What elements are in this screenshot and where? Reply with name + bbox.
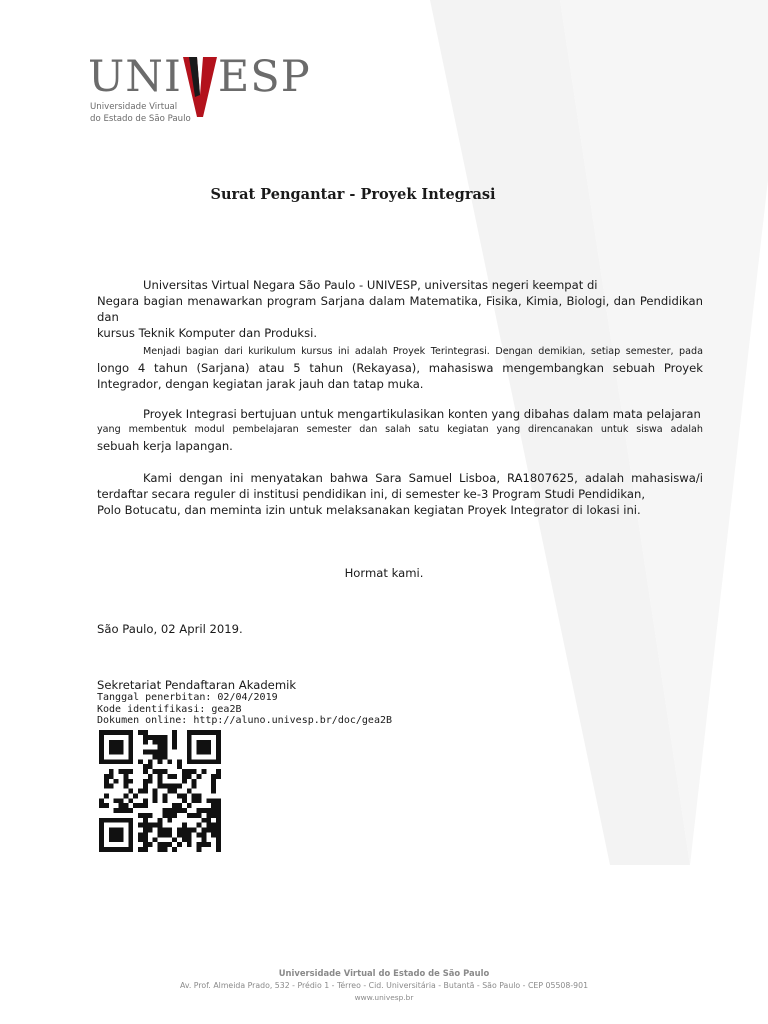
paragraph-line: Proyek Integrasi bertujuan untuk mengartikulasikan konten yang dibahas dalam mata pelajaran	[143, 407, 701, 421]
online-document-link: Dokumen online: http://aluno.univesp.br/doc/gea2B	[97, 715, 393, 726]
paragraph-line: Polo Botucatu, dan meminta izin untuk melaksanakan kegiatan Proyek Integrator di lokasi ini.	[97, 503, 641, 517]
footer-website: www.univesp.br	[354, 993, 414, 1002]
paragraph-line: longo 4 tahun (Sarjana) atau 5 tahun (Rekayasa), mahasiswa mengembangkan sebuah Proyek	[97, 361, 703, 375]
footer-address: Av. Prof. Almeida Prado, 532 - Prédio 1 - Térreo - Cid. Universitária - Butantã - São Paulo - CEP 05508-901	[179, 981, 589, 990]
place-date: São Paulo, 02 April 2019.	[97, 622, 243, 636]
issuer-name: Sekretariat Pendaftaran Akademik	[97, 678, 297, 692]
paragraph-4	[97, 470, 703, 518]
paragraph-line: sebuah kerja lapangan.	[97, 439, 233, 453]
footer	[0, 967, 768, 1004]
univesp-logo	[88, 52, 311, 132]
paragraph-line: Universitas Virtual Negara São Paulo - UNIVESP, universitas negeri keempat di	[143, 278, 598, 292]
identification-code: Kode identifikasi: gea2B	[97, 703, 242, 715]
footer-institution: Universidade Virtual do Estado de São Paulo	[278, 968, 490, 978]
closing-salutation: Hormat kami.	[344, 566, 424, 580]
paragraph-3	[97, 406, 703, 454]
document-meta	[97, 692, 392, 727]
paragraph-line: kursus Teknik Komputer dan Produksi.	[97, 326, 318, 340]
page-title: Surat Pengantar - Proyek Integrasi	[210, 186, 496, 203]
paragraph-1	[97, 277, 703, 341]
paragraph-line: Menjadi bagian dari kurikulum kursus ini adalah Proyek Terintegrasi. Dengan demikian, setiap semester, pada	[143, 346, 703, 357]
logo-subtitle	[90, 101, 191, 125]
logo-subtitle-line2: do Estado de São Paulo	[90, 114, 191, 124]
paragraph-line: yang membentuk modul pembelajaran semester dan salah satu kegiatan yang direncanakan untuk siswa adalah	[97, 424, 703, 435]
paragraph-line: Negara bagian menawarkan program Sarjana dalam Matematika, Fisika, Kimia, Biologi, dan Pendidikan dan	[97, 294, 703, 324]
paragraph-line: Integrador, dengan kegiatan jarak jauh dan tatap muka.	[97, 377, 424, 391]
logo-word-right: ESP	[217, 52, 311, 102]
issue-date: Tanggal penerbitan: 02/04/2019	[97, 692, 278, 703]
paragraph-line: Kami dengan ini menyatakan bahwa Sara Samuel Lisboa, RA1807625, adalah mahasiswa/i	[143, 471, 703, 485]
logo-word-left: UNI	[88, 52, 182, 102]
logo-subtitle-line1: Universidade Virtual	[90, 102, 178, 112]
paragraph-2	[97, 344, 703, 392]
qr-code-icon	[97, 730, 223, 852]
paragraph-line: terdaftar secara reguler di institusi pendidikan ini, di semester ke-3 Program Studi Pendidikan,	[97, 487, 646, 501]
